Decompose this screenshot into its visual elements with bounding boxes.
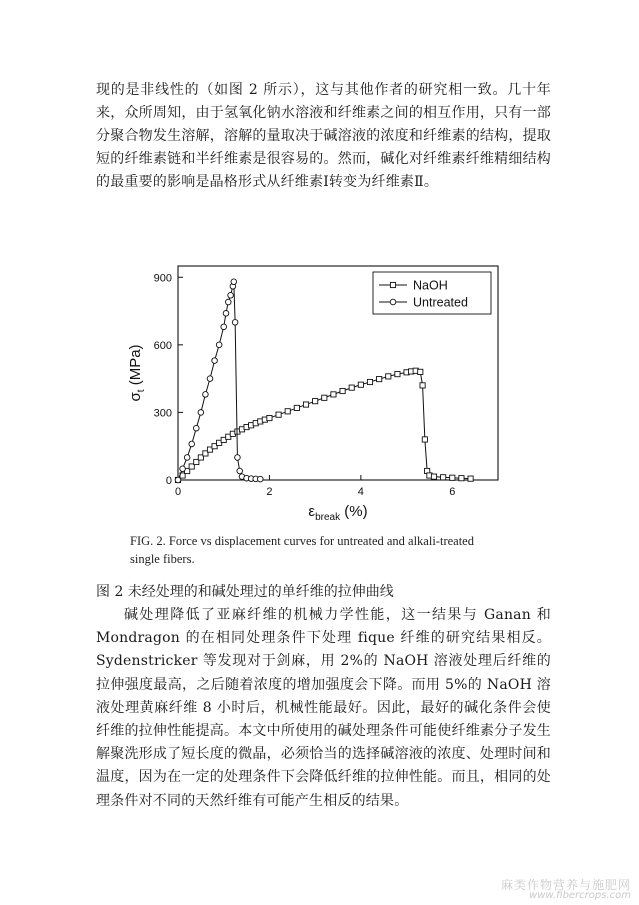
data-point-untreated [237,468,243,474]
y-tick-label: 300 [153,407,172,420]
data-point-untreated [212,358,218,364]
y-axis-label: $\sigma_t$ (MPa) [127,344,147,402]
data-point-naoh [294,405,299,410]
watermark-site-name: 麻类作物营养与施肥网 [500,878,631,892]
y-tick-label: 900 [153,272,172,285]
data-point-naoh [358,382,363,387]
figure-caption-cn: 图 2 未经处理的和碱处理过的单纤维的拉伸曲线 [96,584,394,600]
data-point-untreated [221,324,227,330]
series-line-naoh [178,371,471,480]
paragraph-top: 现的是非线性的（如图 2 所示），这与其他作者的研究相一致。几十年来，众所周知，由于氢氧化钠水溶液和纤维素之间的相互作用，只有一部分聚合物发生溶解，溶解的量取决于碱溶液的浓度和纤维素的结构，提取短的纤维素链和半纤维素是很容易的。然而，碱化对纤维素纤维精细结构的最重要的影响是晶格形式从纤维素Ⅰ转变为纤维素Ⅱ。 [96,82,551,190]
data-point-untreated [235,455,241,461]
series-line-untreated [178,282,260,480]
data-point-untreated [189,441,195,447]
data-point-untreated [216,342,222,348]
data-point-untreated [228,292,234,298]
figure-caption-en-line2: single fibers. [130,552,195,566]
data-point-naoh [340,388,345,393]
data-point-untreated [232,320,238,326]
data-point-naoh [267,415,272,420]
legend-label-untreated: Untreated [413,295,468,310]
data-point-untreated [231,279,237,285]
data-point-naoh [349,385,354,390]
data-point-naoh [303,402,308,407]
legend-label-naoh: NaOH [413,278,448,293]
legend-marker-untreated [390,299,396,305]
tensile-chart [118,248,538,568]
data-point-naoh [450,475,455,480]
data-point-untreated [223,311,229,317]
y-tick-label: 600 [153,339,172,352]
figure-2 [118,248,538,568]
data-point-untreated [207,376,213,382]
data-point-naoh [367,379,372,384]
data-point-untreated [203,392,209,398]
watermark-url: www.fibercrops.com [529,890,631,901]
data-point-naoh [386,374,391,379]
data-point-naoh [420,383,425,388]
data-point-naoh [331,392,336,397]
data-point-untreated [184,455,190,461]
x-tick-label: 4 [357,486,364,498]
data-point-naoh [468,476,473,481]
data-point-naoh [422,437,427,442]
data-point-naoh [285,409,290,414]
data-point-untreated [175,477,181,483]
data-point-untreated [257,476,263,482]
data-point-naoh [313,399,318,404]
legend-marker-naoh [390,282,395,287]
paragraph-bottom: 碱处理降低了亚麻纤维的机械力学性能，这一结果与 Ganan 和 Mondragon 的在相同处理条件下处理 fique 纤维的研究结果相反。Sydenstricker 等发现对于剑麻，用 2%的 NaOH 溶液处理后纤维的拉伸强度最高，之后随着浓度的增加强度会下降。而用 5%的 NaOH 溶液处理黄麻纤维 8 小时后，机械性能最好。因此，最好的碱化条件会使纤维的拉伸性能提高。本文中所使用的碱处理条件可能使纤维素分子发生解聚洗形成了短长度的微晶，必须恰当的选择碱溶液的浓度、处理时间和温度，因为在一定的处理条件下会降低纤维的拉伸性能。而且，相同的处理条件对不同的天然纤维有可能产生相反的结果。 [96,607,551,809]
x-axis-label: $\varepsilon_{break}$ (%) [308,503,368,523]
figure-caption-en-line1: FIG. 2. Force vs displacement curves for untreated and alkali-treated [130,534,474,548]
data-point-naoh [459,476,464,481]
x-tick-label: 6 [449,486,456,498]
data-point-naoh [322,395,327,400]
data-point-naoh [377,376,382,381]
x-tick-label: 2 [266,486,273,498]
data-point-naoh [395,372,400,377]
data-point-naoh [276,412,281,417]
data-point-untreated [180,466,186,472]
data-point-untreated [225,299,231,305]
data-point-naoh [418,369,423,374]
x-tick-label: 0 [174,486,182,498]
data-point-untreated [193,425,199,431]
data-point-naoh [431,474,436,479]
data-point-untreated [198,410,204,416]
data-point-naoh [441,475,446,480]
y-tick-label: 0 [165,475,172,487]
